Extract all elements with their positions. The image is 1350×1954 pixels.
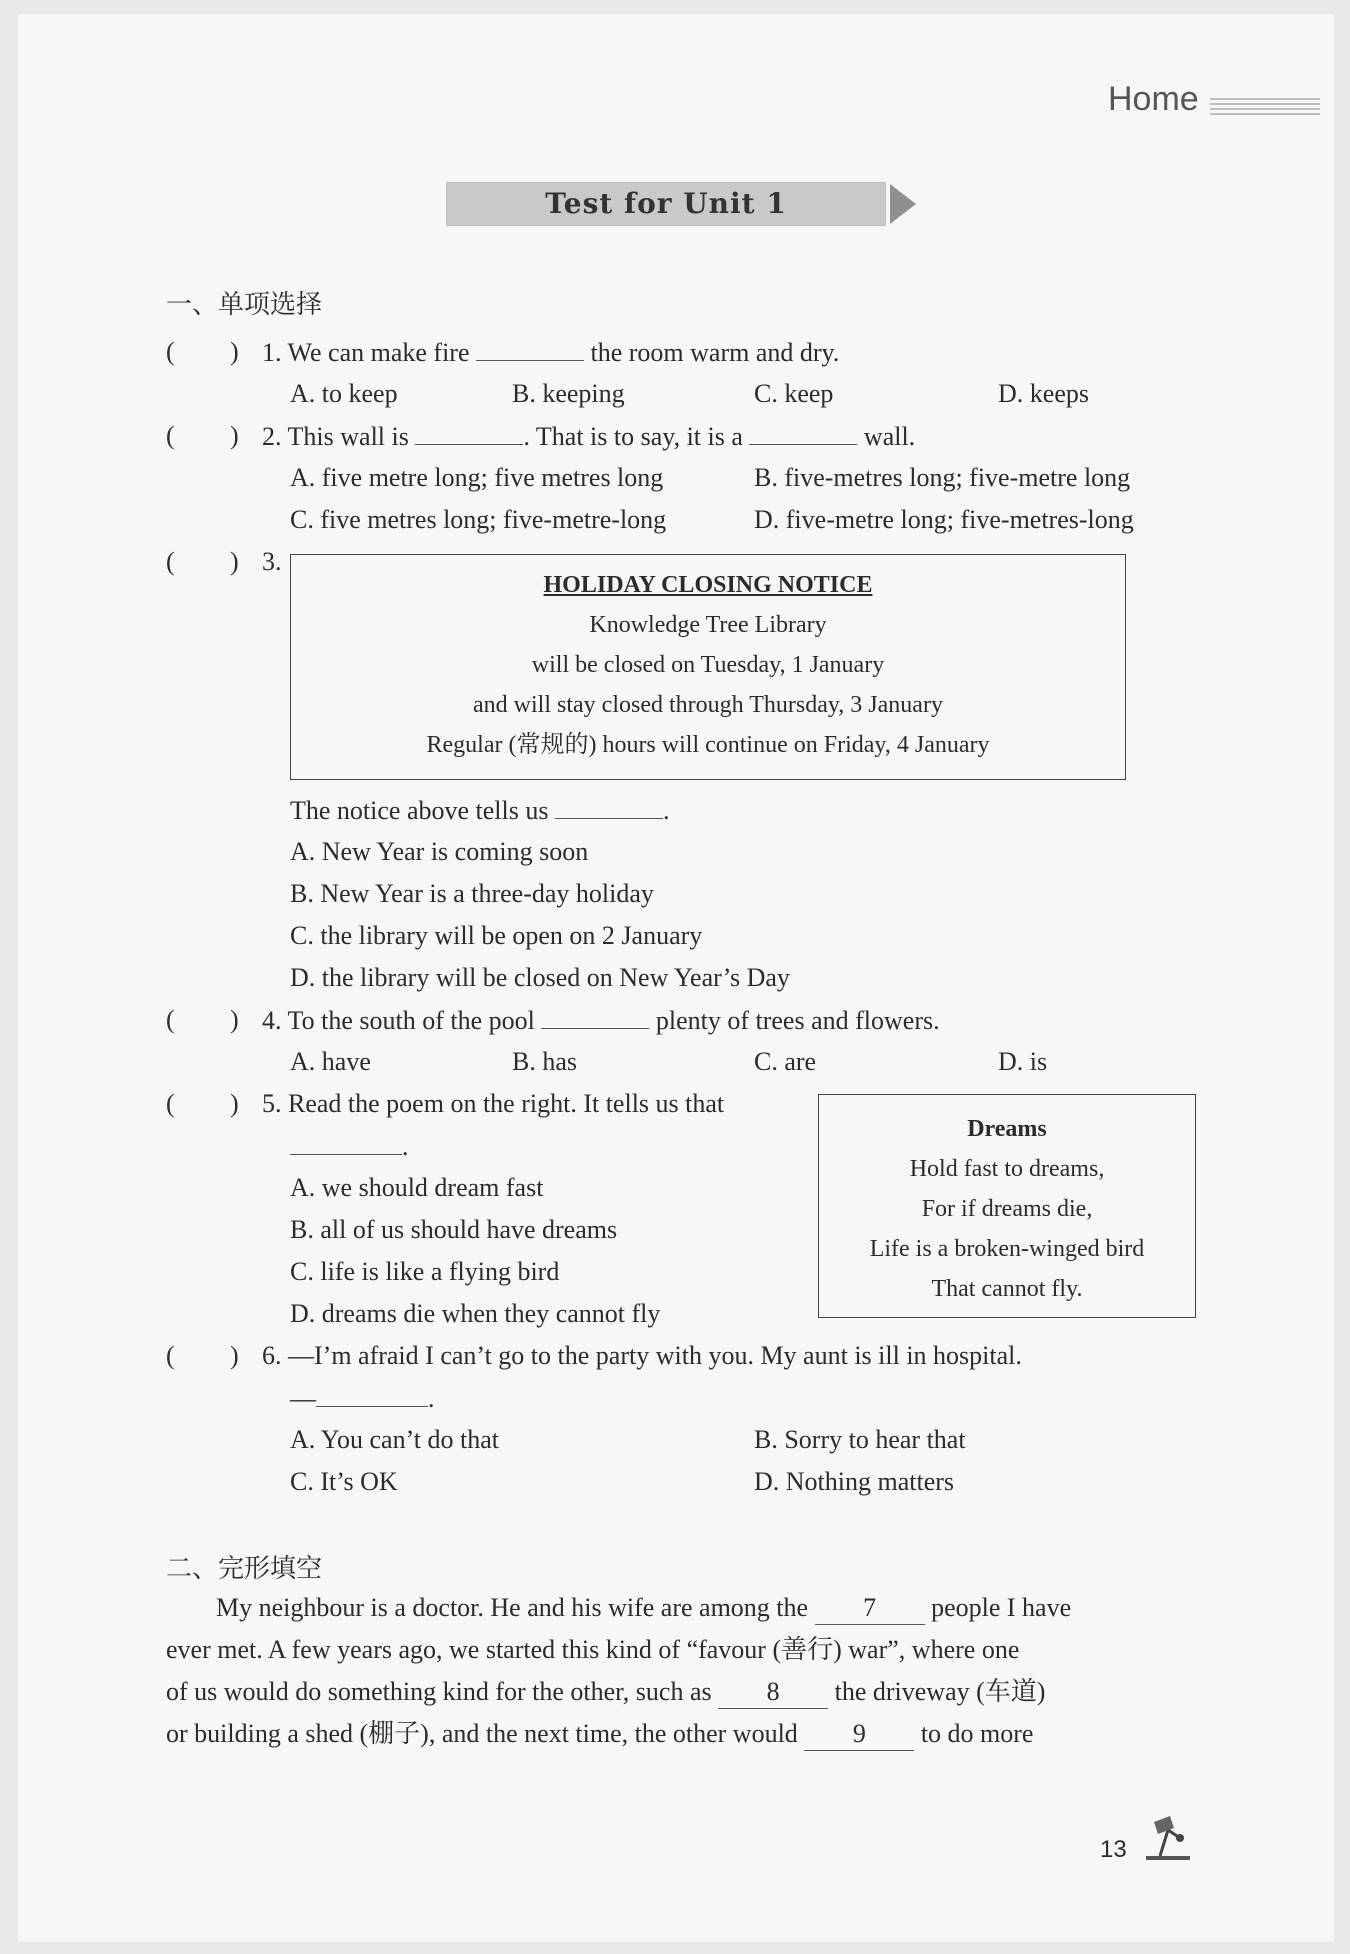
q6-option-a: A. You can’t do that	[290, 1425, 499, 1454]
q4-paren-close: )	[230, 1005, 239, 1034]
q2-option-d: D. five-metre long; five-metres-long	[754, 505, 1134, 534]
q4-option-a: A. have	[290, 1047, 371, 1076]
q5-period: .	[402, 1132, 409, 1161]
notice-line-4: Regular (常规的) hours will continue on Friday, 4 January	[426, 732, 990, 758]
q4-number: 4.	[262, 1006, 282, 1035]
cloze-line-1-b: people I have	[931, 1593, 1072, 1622]
cloze-line-4-a: or building a shed (棚子), and the next time, the other would	[166, 1719, 798, 1748]
q2-text-a: This wall is	[287, 422, 409, 451]
test-title-banner	[446, 182, 886, 226]
q2-number: 2.	[262, 422, 282, 451]
q5-paren-open: (	[166, 1089, 175, 1118]
q3-option-a: A. New Year is coming soon	[290, 837, 589, 866]
q5-number: 5.	[262, 1089, 282, 1118]
q1-option-c: C. keep	[754, 379, 834, 408]
q5-paren-close: )	[230, 1089, 239, 1118]
poem-line-1: Hold fast to dreams,	[909, 1156, 1105, 1182]
page-number: 13	[1100, 1836, 1127, 1863]
q4-option-b: B. has	[512, 1047, 577, 1076]
cloze-line-1	[216, 1592, 1071, 1625]
q4-option-d: D. is	[998, 1047, 1048, 1076]
q2-paren-close: )	[230, 421, 239, 450]
notice-line-3: and will stay closed through Thursday, 3 January	[473, 692, 943, 718]
desk-lamp-icon	[1140, 1808, 1196, 1869]
cloze-line-1-a: My neighbour is a doctor. He and his wife are among the	[216, 1593, 809, 1622]
section1-heading: 一、单项选择	[166, 290, 323, 320]
q3-blank	[555, 794, 663, 819]
cloze-blank-9: 9	[804, 1718, 914, 1751]
q1-text-b: the room warm and dry.	[590, 338, 840, 367]
title-arrow-icon	[890, 184, 916, 224]
q6-answer-line	[290, 1382, 435, 1415]
q5-option-b: B. all of us should have dreams	[290, 1215, 618, 1244]
notice-line-2: will be closed on Tuesday, 1 January	[531, 652, 885, 678]
q1-blank	[476, 336, 584, 361]
test-title: Test for Unit 1	[545, 187, 787, 220]
q6-blank	[316, 1382, 428, 1407]
q2-paren-open: (	[166, 421, 175, 450]
notice-heading: HOLIDAY CLOSING NOTICE	[543, 572, 873, 598]
q1-text-a: We can make fire	[287, 338, 470, 367]
q2-stem	[262, 420, 915, 453]
q3-option-d: D. the library will be closed on New Year’s Day	[290, 963, 790, 992]
poem-box	[818, 1094, 1196, 1318]
q3-option-c: C. the library will be open on 2 January	[290, 921, 703, 950]
q5-answer-line	[290, 1130, 409, 1163]
notice-line-1: Knowledge Tree Library	[589, 612, 827, 638]
q2-option-b: B. five-metres long; five-metre long	[754, 463, 1131, 492]
q1-option-d: D. keeps	[998, 379, 1089, 408]
cloze-line-3	[166, 1676, 1045, 1709]
q4-blank	[541, 1004, 649, 1029]
q1-stem	[262, 336, 839, 369]
q6-paren-open: (	[166, 1341, 175, 1370]
cloze-line-4-b: to do more	[920, 1719, 1034, 1748]
q5-option-a: A. we should dream fast	[290, 1173, 544, 1202]
q6-text: —I’m afraid I can’t go to the party with you. My aunt is ill in hospital.	[288, 1341, 1022, 1370]
q6-period: .	[428, 1384, 435, 1413]
q4-text-a: To the south of the pool	[287, 1006, 535, 1035]
q4-paren-open: (	[166, 1005, 175, 1034]
q3-number: 3.	[262, 547, 282, 576]
q5-option-c: C. life is like a flying bird	[290, 1257, 560, 1286]
q4-option-c: C. are	[754, 1047, 817, 1076]
q3-prompt-text: The notice above tells us	[290, 796, 549, 825]
cloze-line-2: ever met. A few years ago, we started this kind of “favour (善行) war”, where one	[166, 1635, 1020, 1664]
q3-paren-close: )	[230, 547, 239, 576]
q6-paren-close: )	[230, 1341, 239, 1370]
q2-blank-2	[749, 420, 857, 445]
poem-line-2: For if dreams die,	[921, 1196, 1093, 1222]
q6-stem	[262, 1340, 1022, 1372]
header-decorative-lines	[1210, 98, 1320, 120]
poem-line-3: Life is a broken-winged bird	[869, 1236, 1145, 1262]
q1-paren-open: (	[166, 337, 175, 366]
q2-blank-1	[415, 420, 523, 445]
cloze-blank-7: 7	[815, 1592, 925, 1625]
q3-paren-open: (	[166, 547, 175, 576]
q2-text-c: wall.	[863, 422, 916, 451]
q1-paren-close: )	[230, 337, 239, 366]
q5-text: Read the poem on the right. It tells us that	[288, 1089, 725, 1118]
q1-option-a: A. to keep	[290, 379, 398, 408]
q5-option-d: D. dreams die when they cannot fly	[290, 1299, 661, 1328]
poem-line-4: That cannot fly.	[931, 1276, 1083, 1302]
q6-option-b: B. Sorry to hear that	[754, 1425, 966, 1454]
q5-blank	[290, 1130, 402, 1155]
q2-option-a: A. five metre long; five metres long	[290, 463, 664, 492]
q3-option-b: B. New Year is a three-day holiday	[290, 879, 654, 908]
cloze-line-3-a: of us would do something kind for the other, such as	[166, 1677, 712, 1706]
q3-prompt	[290, 794, 669, 827]
q6-dash: —	[290, 1384, 316, 1413]
cloze-line-3-b: the driveway (车道)	[834, 1677, 1046, 1706]
q2-text-b: . That is to say, it is a	[523, 422, 743, 451]
q6-number: 6.	[262, 1341, 282, 1370]
poem-title: Dreams	[967, 1116, 1047, 1142]
q5-stem	[262, 1088, 724, 1120]
q6-option-d: D. Nothing matters	[754, 1467, 955, 1496]
holiday-notice-box	[290, 554, 1126, 780]
cloze-line-4	[166, 1718, 1033, 1751]
q1-option-b: B. keeping	[512, 379, 625, 408]
q4-text-b: plenty of trees and flowers.	[655, 1006, 940, 1035]
header-section-word: Home	[1108, 80, 1199, 118]
q3-period: .	[662, 796, 670, 825]
q6-option-c: C. It’s OK	[290, 1467, 398, 1496]
q2-option-c: C. five metres long; five-metre-long	[290, 505, 667, 534]
cloze-blank-8: 8	[718, 1676, 828, 1709]
section2-heading: 二、完形填空	[166, 1554, 323, 1584]
q1-number: 1.	[262, 338, 282, 367]
q4-stem	[262, 1004, 940, 1037]
